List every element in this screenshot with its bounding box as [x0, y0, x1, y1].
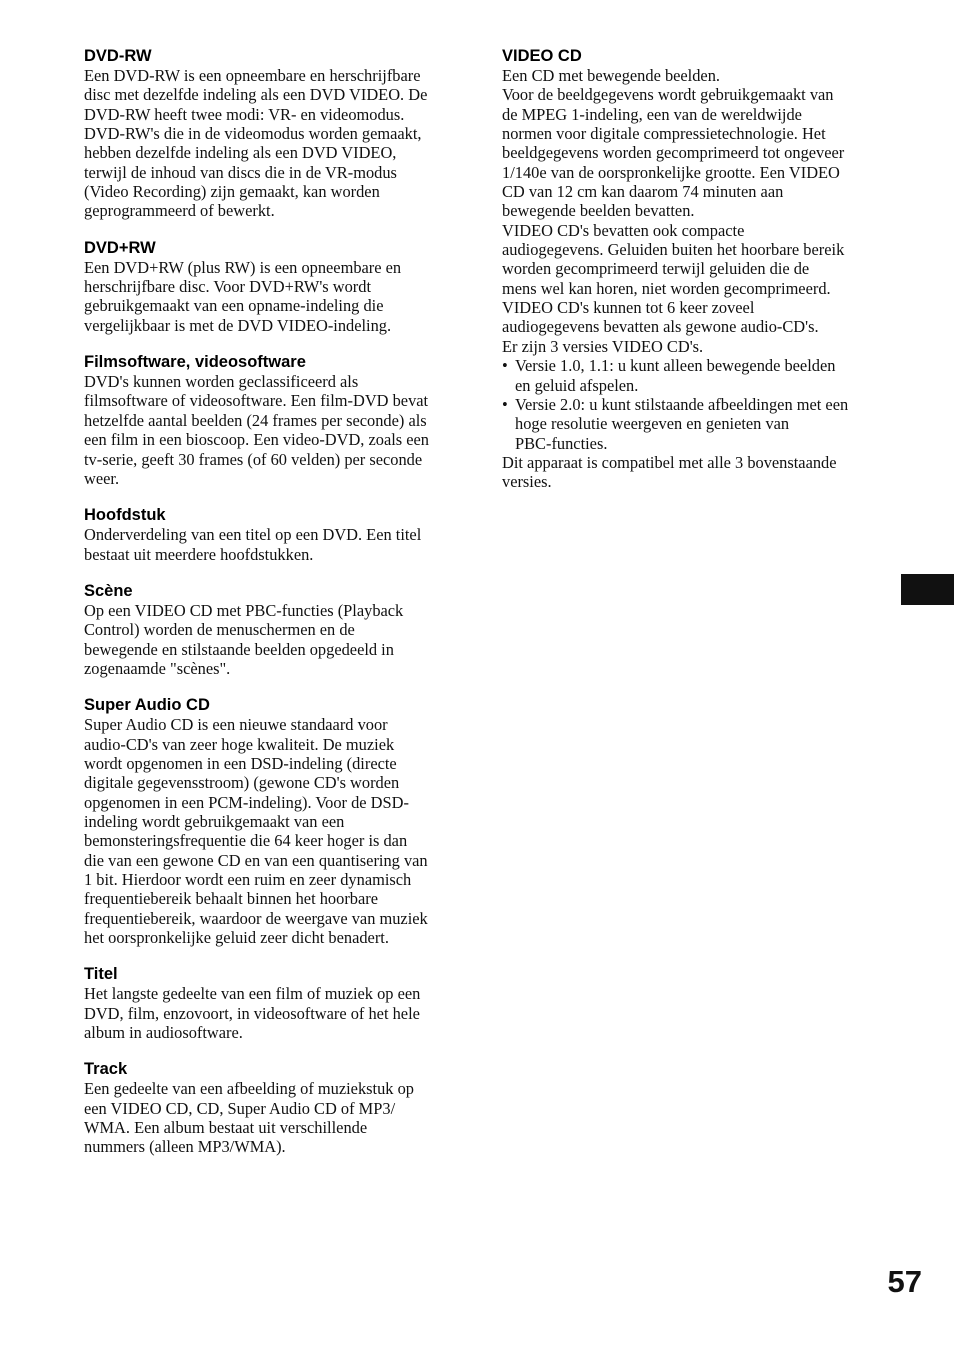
left-column [84, 46, 464, 1174]
definition-line: DVD's kunnen worden geclassificeerd als [84, 372, 359, 392]
glossary-entry [84, 352, 464, 488]
definition-line: (Video Recording) zijn gemaakt, kan worden [84, 182, 380, 202]
definition-line: bewegende beelden bevatten. [502, 201, 695, 221]
page-number: 57 [887, 1264, 922, 1299]
definition-line: zogenaamde "scènes". [84, 658, 231, 678]
definition-line: hetzelfde aantal beelden (24 frames per seconde) als [84, 410, 427, 430]
definition-line: VIDEO CD's bevatten ook compacte [502, 220, 745, 240]
definition-line: Op een VIDEO CD met PBC-functies (Playback [84, 600, 404, 620]
definition-line: geprogrammeerd of bewerkt. [84, 201, 275, 221]
definition-line: normen voor digitale compressietechnologie. Het [502, 124, 826, 144]
definition-line: Een gedeelte van een afbeelding of muziekstuk op [84, 1079, 414, 1099]
glossary-term: Scène [84, 581, 133, 600]
definition-line: VIDEO CD's kunnen tot 6 keer zoveel [502, 298, 755, 318]
glossary-entry [84, 238, 464, 335]
definition-line: Dit apparaat is compatibel met alle 3 bovenstaande [502, 452, 837, 472]
definition-line: bewegende en stilstaande beelden opgedeeld in [84, 639, 394, 659]
bullet-continuation: en geluid afspelen. [515, 375, 639, 395]
glossary-term: Titel [84, 965, 118, 984]
definition-line: Een DVD-RW is een opneembare en herschrijfbare [84, 66, 421, 85]
definition-line: WMA. Een album bestaat uit verschillende [84, 1118, 368, 1138]
definition-line: Een CD met bewegende beelden. [502, 66, 721, 85]
definition-line: beeldgegevens worden gecomprimeerd tot ongeveer [502, 143, 845, 163]
glossary-term: Filmsoftware, videosoftware [84, 353, 306, 372]
definition-line: een VIDEO CD, CD, Super Audio CD of MP3/ [84, 1098, 396, 1118]
definition-line: bemonsteringsfrequentie die 64 keer hoger is dan [84, 831, 408, 851]
bullet-continuation: PBC-functies. [515, 433, 608, 453]
definition-line: DVD-RW heeft twee modi: VR- en videomodus. [84, 104, 405, 124]
glossary-entry [84, 964, 464, 1042]
definition-line: een film in een bioscoop. Een video-DVD, zoals een [84, 430, 430, 450]
right-column [502, 46, 884, 509]
definition-line: DVD-RW's die in de videomodus worden gemaakt, [84, 124, 422, 144]
definition-line: audio-CD's van zeer hoge kwaliteit. De muziek [84, 734, 395, 754]
definition-line: filmsoftware of videosoftware. Een film-DVD bevat [84, 391, 429, 411]
definition-line: terwijl de inhoud van discs die in de VR-modus [84, 162, 397, 182]
bullet-continuation: hoge resolutie weergeven en genieten van [515, 414, 790, 434]
definition-line: 1/140e van de oorspronkelijke grootte. Een VIDEO [502, 162, 840, 182]
definition-line: audiogegevens bevatten als gewone audio-CD's. [502, 317, 819, 337]
glossary-term: Track [84, 1060, 128, 1079]
definition-line: indeling wordt gebruikgemaakt van een [84, 811, 345, 831]
glossary-entry [84, 695, 464, 947]
definition-line: tv-serie, geeft 30 frames (of 60 velden) per seconde [84, 449, 423, 469]
definition-line: Super Audio CD is een nieuwe standaard voor [84, 715, 388, 735]
glossary-entry [502, 46, 884, 492]
definition-line: mens wel kan horen, niet worden gecomprimeerd. [502, 278, 831, 298]
definition-line: DVD, film, enzovoort, in videosoftware of het hele [84, 1003, 420, 1023]
glossary-term: DVD-RW [84, 47, 152, 65]
definition-line: de MPEG 1-indeling, een van de wereldwijde [502, 104, 802, 124]
definition-line: CD van 12 cm kan daarom 74 minuten aan [502, 182, 784, 202]
glossary-term: VIDEO CD [502, 47, 582, 65]
definition-line: weer. [84, 468, 120, 488]
definition-line: Control) worden de menuschermen en de [84, 620, 355, 640]
definition-line: Een DVD+RW (plus RW) is een opneembare en [84, 257, 402, 277]
glossary-entry [84, 505, 464, 564]
bullet-item: • Versie 1.0, 1.1: u kunt alleen bewegende beelden [502, 356, 884, 375]
definition-line: digitale gegevensstroom) (gewone CD's worden [84, 773, 400, 793]
bullet-item: • Versie 2.0: u kunt stilstaande afbeeldingen met een [502, 395, 884, 414]
definition-line: audiogegevens. Geluiden buiten het hoorbare bereik [502, 240, 845, 260]
definition-line: die van een gewone CD en van een quantisering van [84, 850, 428, 870]
definition-line: Het langste gedeelte van een film of muziek op een [84, 984, 421, 1004]
definition-line: hebben dezelfde indeling als een DVD VIDEO, [84, 143, 397, 163]
definition-line: Er zijn 3 versies VIDEO CD's. [502, 336, 704, 356]
definition-line: frequentiebereik, waardoor de weergave van muziek [84, 908, 428, 928]
definition-line: bestaat uit meerdere hoofdstukken. [84, 544, 314, 564]
glossary-entry [84, 581, 464, 678]
definition-line: frequentiebereik behaalt binnen het hoorbare [84, 889, 378, 909]
definition-line: versies. [502, 472, 552, 492]
definition-line: album in audiosoftware. [84, 1023, 243, 1043]
definition-line: nummers (alleen MP3/WMA). [84, 1137, 286, 1157]
definition-line: Onderverdeling van een titel op een DVD. Een titel [84, 525, 422, 545]
definition-line: Voor de beeldgegevens wordt gebruikgemaakt van [502, 85, 834, 105]
definition-line: 1 bit. Hierdoor wordt een ruim en zeer dynamisch [84, 870, 412, 889]
definition-line: wordt opgenomen in een DSD-indeling (directe [84, 753, 397, 773]
glossary-entry [84, 1059, 464, 1156]
definition-line: opgenomen in een PCM-indeling). Voor de DSD- [84, 792, 409, 812]
definition-line: vergelijkbaar is met de DVD VIDEO-indeling. [84, 315, 392, 335]
glossary-term: Hoofdstuk [84, 506, 166, 525]
glossary-term: DVD+RW [84, 238, 156, 257]
definition-line: worden gecomprimeerd terwijl geluiden die de [502, 259, 810, 279]
definition-line: het oorspronkelijke geluid zeer dicht benadert. [84, 928, 389, 948]
definition-line: herschrijfbare disc. Voor DVD+RW's wordt [84, 277, 371, 297]
definition-line: disc met dezelfde indeling als een DVD VIDEO. De [84, 85, 428, 105]
glossary-entry [84, 46, 464, 221]
definition-line: gebruikgemaakt van een opname-indeling die [84, 296, 384, 316]
glossary-term: Super Audio CD [84, 696, 210, 715]
section-tab-marker [901, 574, 954, 605]
